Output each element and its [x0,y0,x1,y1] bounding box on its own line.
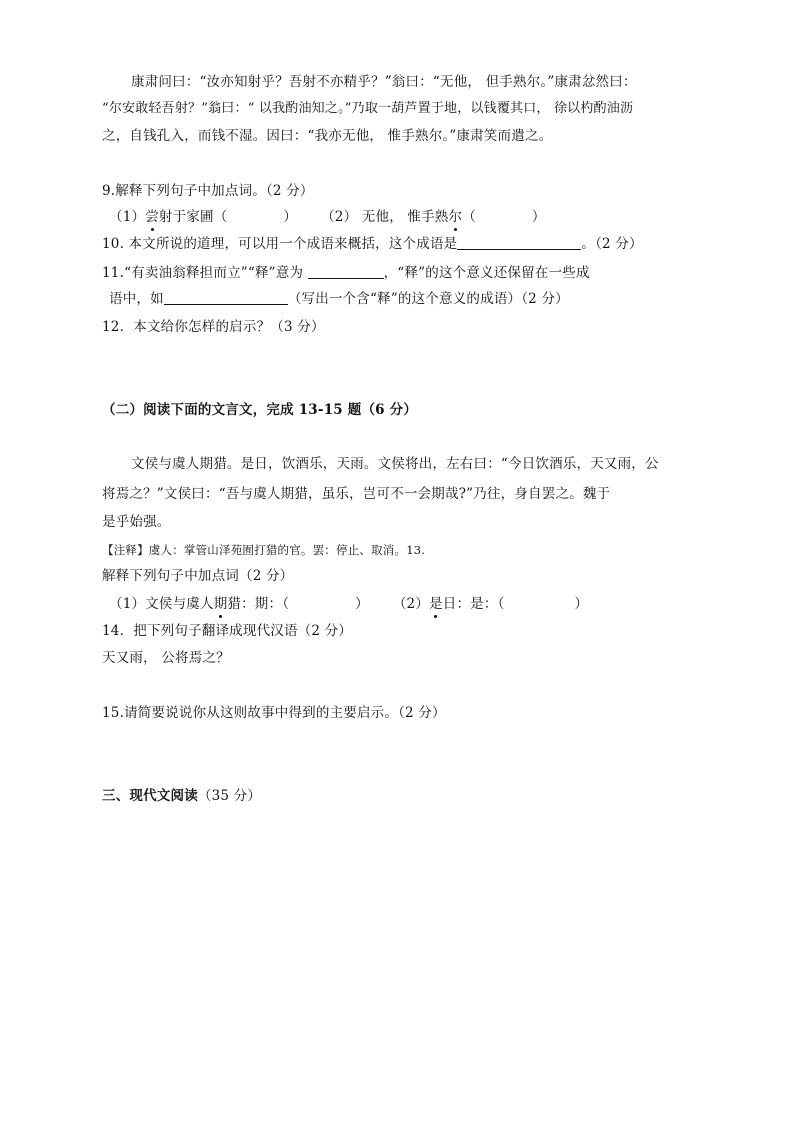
section-3-title: 三、现代文阅读 [102,788,198,804]
passage1-line-1: 康肃问曰：“汝亦知射乎？吾射不亦精乎？”翁曰：“无他， 但手熟尔。”康肃忿然曰： [131,74,637,90]
question-14-title: 14．把下列句子翻译成现代汉语（2 分） [102,623,353,639]
passage2-line-1: 文侯与虞人期猎。是日，饮酒乐，天雨。文侯将出，左右曰：“今日饮酒乐，天又雨，公 [131,456,659,472]
q13-item1-text: 猎：期：（ [227,596,290,612]
q10-text: 10. 本文所说的道理，可以用一个成语来概括，这个成语是 [102,236,458,252]
section-2-heading: （二）阅读下面的文言文，完成 13-15 题（6 分） [102,402,418,418]
question-13-items [109,594,588,614]
q11-text-1: 11.“有卖油翁释担而立”“释”意为 [102,265,308,281]
question-14-sentence: 天又雨， 公将焉之？ [102,650,230,666]
q11-answer-blank-1[interactable] [308,264,384,279]
question-10 [102,234,643,254]
section-3-score: （35 分） [197,788,262,804]
question-9-title: 9.解释下列句子中加点词。（2 分） [102,183,314,199]
passage2-line-2: 将焉之？”文侯曰：“吾与虞人期猎，虽乐，岂可不一会期哉?”乃往，身自罢之。魏于 [102,486,611,502]
q13-dotted-word-2: 是 [429,596,443,612]
q11-text-3: 语中，如 [109,291,164,307]
question-15: 15.请简要说说你从这则故事中得到的主要启示。（2 分） [102,705,446,721]
q9-item2-close: ） [531,209,546,225]
q9-item1-text: 射于家圃（ [158,209,228,225]
question-11-line-2 [109,289,569,309]
q9-item2-text: （2） 无他， 惟手熟 [321,209,449,225]
question-9-items [109,207,546,227]
q13-item1-prefix: （1）文侯与虞人 [109,596,214,612]
passage2-line-3: 是乎始强。 [102,514,171,530]
annotation: 【注释】虞人：掌管山泽苑囿打猎的官。罢：停止、取消。13. [102,543,426,557]
question-13-title: 解释下列句子中加点词（2 分） [102,568,294,584]
q13-dotted-word-1: 期 [213,596,228,612]
q11-text-2: ，“释”的这个意义还保留在一些成 [383,265,590,281]
q13-item2-text: 日：是：（ [442,596,505,612]
q11-answer-blank-2[interactable] [164,290,288,305]
question-12: 12．本文给你怎样的启示？（3 分） [102,319,325,335]
q10-score: 。（2 分） [581,236,643,252]
q9-item2-open: （ [462,209,476,225]
question-11-line-1 [102,263,590,283]
section-3-heading [102,786,261,806]
q13-item1-close: ） [355,596,369,612]
passage1-line-2: “尔安敢轻吾射？”翁曰：“ 以我酌油知之。”乃取一葫芦置于地，以钱覆其口， 徐以杓酌油沥 [102,101,634,116]
q9-dotted-word-2: 尔 [448,209,463,225]
q10-answer-blank[interactable] [457,235,581,250]
q13-item2-close: ） [574,596,589,612]
q11-text-4: （写出一个含“释”的这个意义的成语）（2 分） [287,291,569,307]
q13-item2-prefix: （2） [392,596,430,612]
q9-dotted-word-1: 尝 [145,209,159,225]
passage1-line-3: 之，自钱孔入，而钱不湿。因曰：“我亦无他， 惟手熟尔。”康肃笑而遣之。 [102,128,553,144]
q9-item1-prefix: （1） [109,209,146,225]
q9-item1-close: ） [283,209,298,225]
